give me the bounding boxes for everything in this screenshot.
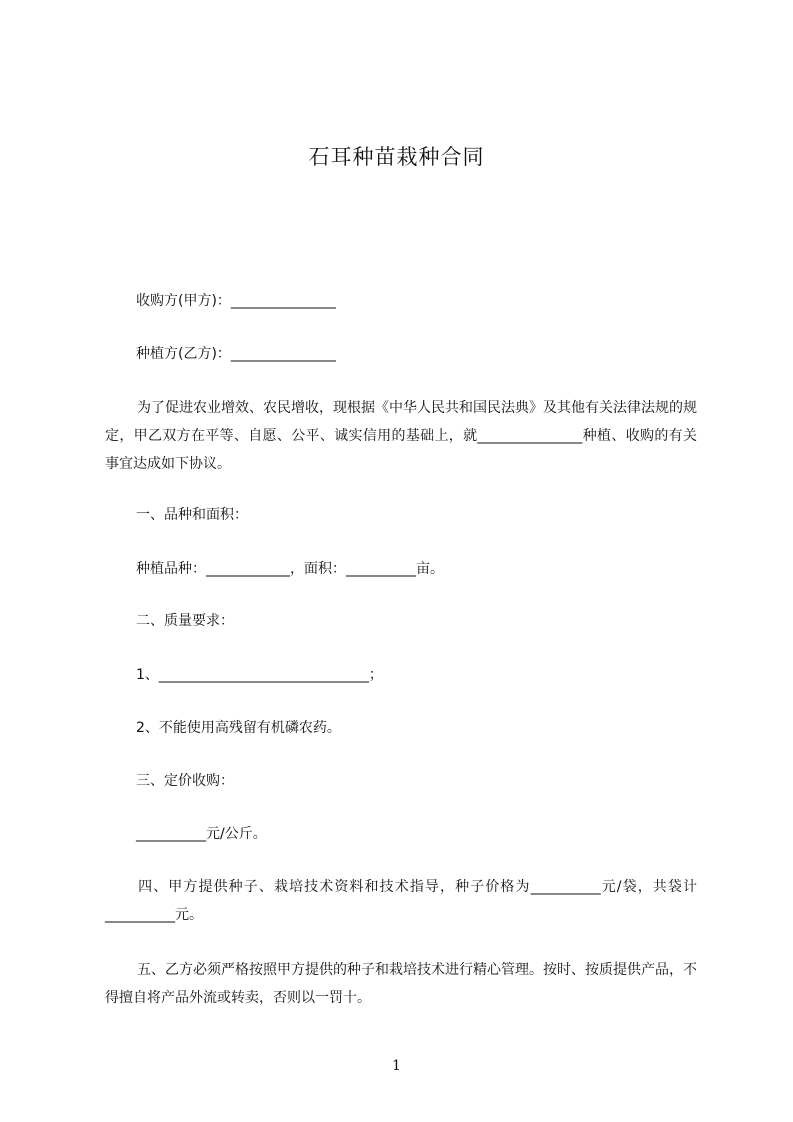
- page-number: 1: [392, 1058, 401, 1074]
- section4-paragraph: [105, 873, 697, 929]
- intro-text: 为了促进农业增效、农民增收，现根据《中华人民共和国民法典》及其他有关法律法规的规定，甲乙双方在平等、自愿、公平、诚实信用的基础上，就_______________种植、收购的有关事宜达成如下协议。: [105, 400, 697, 472]
- section4-text: 四、甲方提供种子、栽培技术资料和技术指导，种子价格为__________元/袋，共袋计__________元。: [105, 879, 697, 923]
- section3-price-line: __________元/公斤。: [136, 826, 267, 842]
- section5-paragraph: [105, 956, 697, 1012]
- section5-text: 五、乙方必须严格按照甲方提供的种子和栽培技术进行精心管理。按时、按质提供产品，不得擅自将产品外流或转卖，否则以一罚十。: [105, 962, 697, 1006]
- document-title: 石耳种苗栽种合同: [308, 145, 485, 169]
- section2-item-1: 1、______________________________；: [136, 667, 383, 683]
- section3-heading: 三、定价收购：: [136, 773, 234, 789]
- party-b-line: 种植方(乙方)：_______________: [136, 346, 336, 362]
- section2-item-2: 2、不能使用高残留有机磷农药。: [136, 720, 341, 736]
- section2-heading: 二、质量要求：: [136, 613, 234, 629]
- intro-paragraph: [105, 394, 697, 478]
- party-a-line: 收购方(甲方)：_______________: [136, 293, 336, 309]
- section1-variety-area-line: 种植品种：____________，面积：__________亩。: [136, 561, 444, 577]
- section1-heading: 一、品种和面积：: [136, 507, 248, 523]
